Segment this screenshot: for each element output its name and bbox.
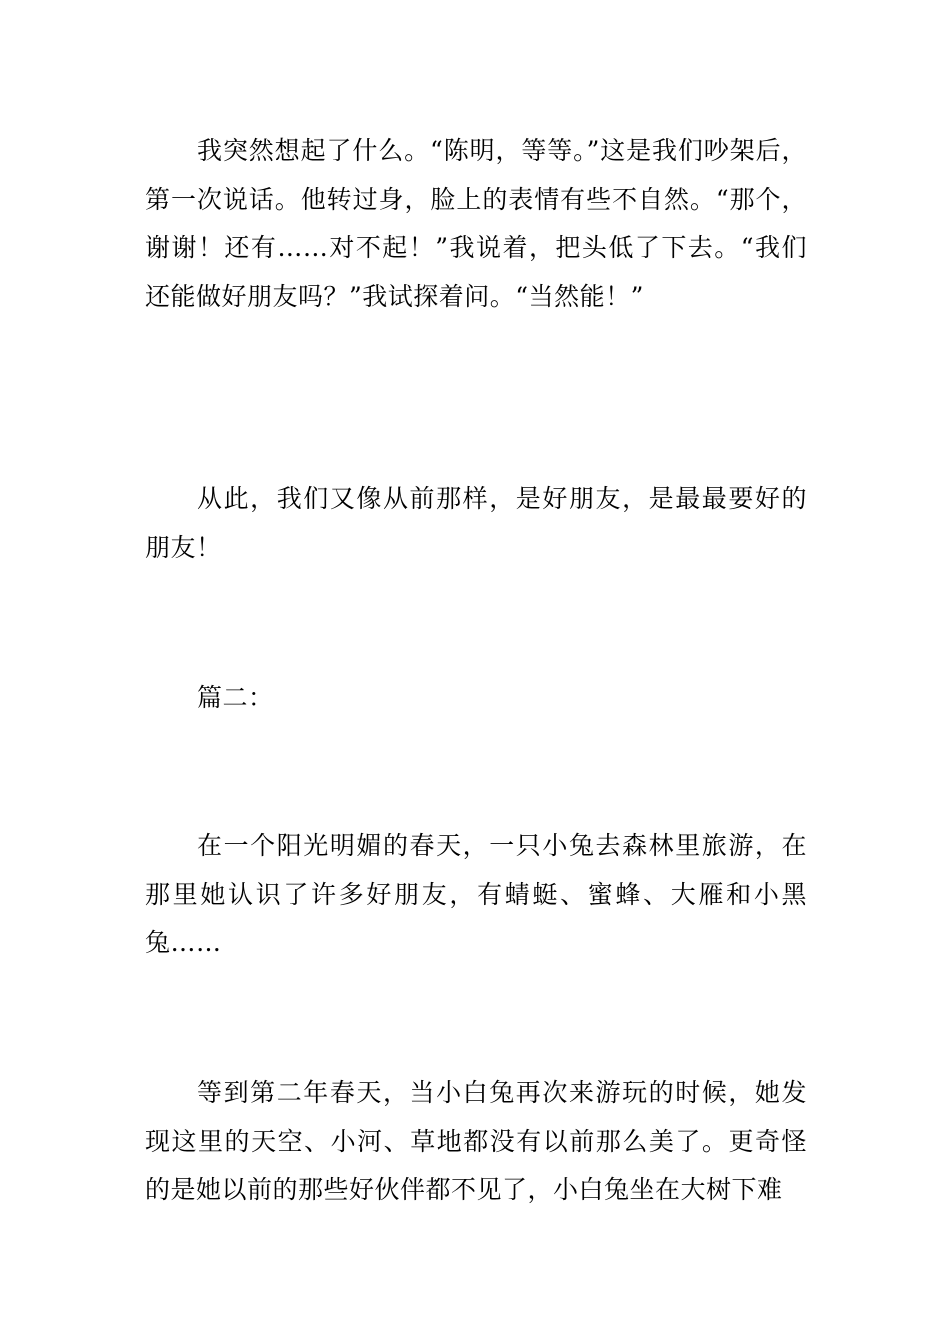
paragraph-reconciliation: 我突然想起了什么。“陈明，等等。”这是我们吵架后，第一次说话。他转过身，脸上的表情有些不自然。“那个，谢谢！还有……对不起！”我说着，把头低了下去。“我们还能做好朋友吗？”我试探着问。“当然能！” bbox=[145, 136, 807, 311]
paragraph-second-spring: 等到第二年春天，当小白兔再次来游玩的时候，她发现这里的天空、小河、草地都没有以前那么美了。更奇怪的是她以前的那些好伙伴都不见了，小白兔坐在大树下难 bbox=[145, 1078, 807, 1204]
paragraph-spring-trip: 在一个阳光明媚的春天，一只小兔去森林里旅游，在那里她认识了许多好朋友，有蜻蜓、蜜蜂、大雁和小黑兔…… bbox=[145, 831, 807, 957]
section-heading: 篇二： bbox=[197, 683, 274, 712]
paragraph-friends-again: 从此，我们又像从前那样，是好朋友，是最最要好的朋友！ bbox=[145, 484, 807, 562]
